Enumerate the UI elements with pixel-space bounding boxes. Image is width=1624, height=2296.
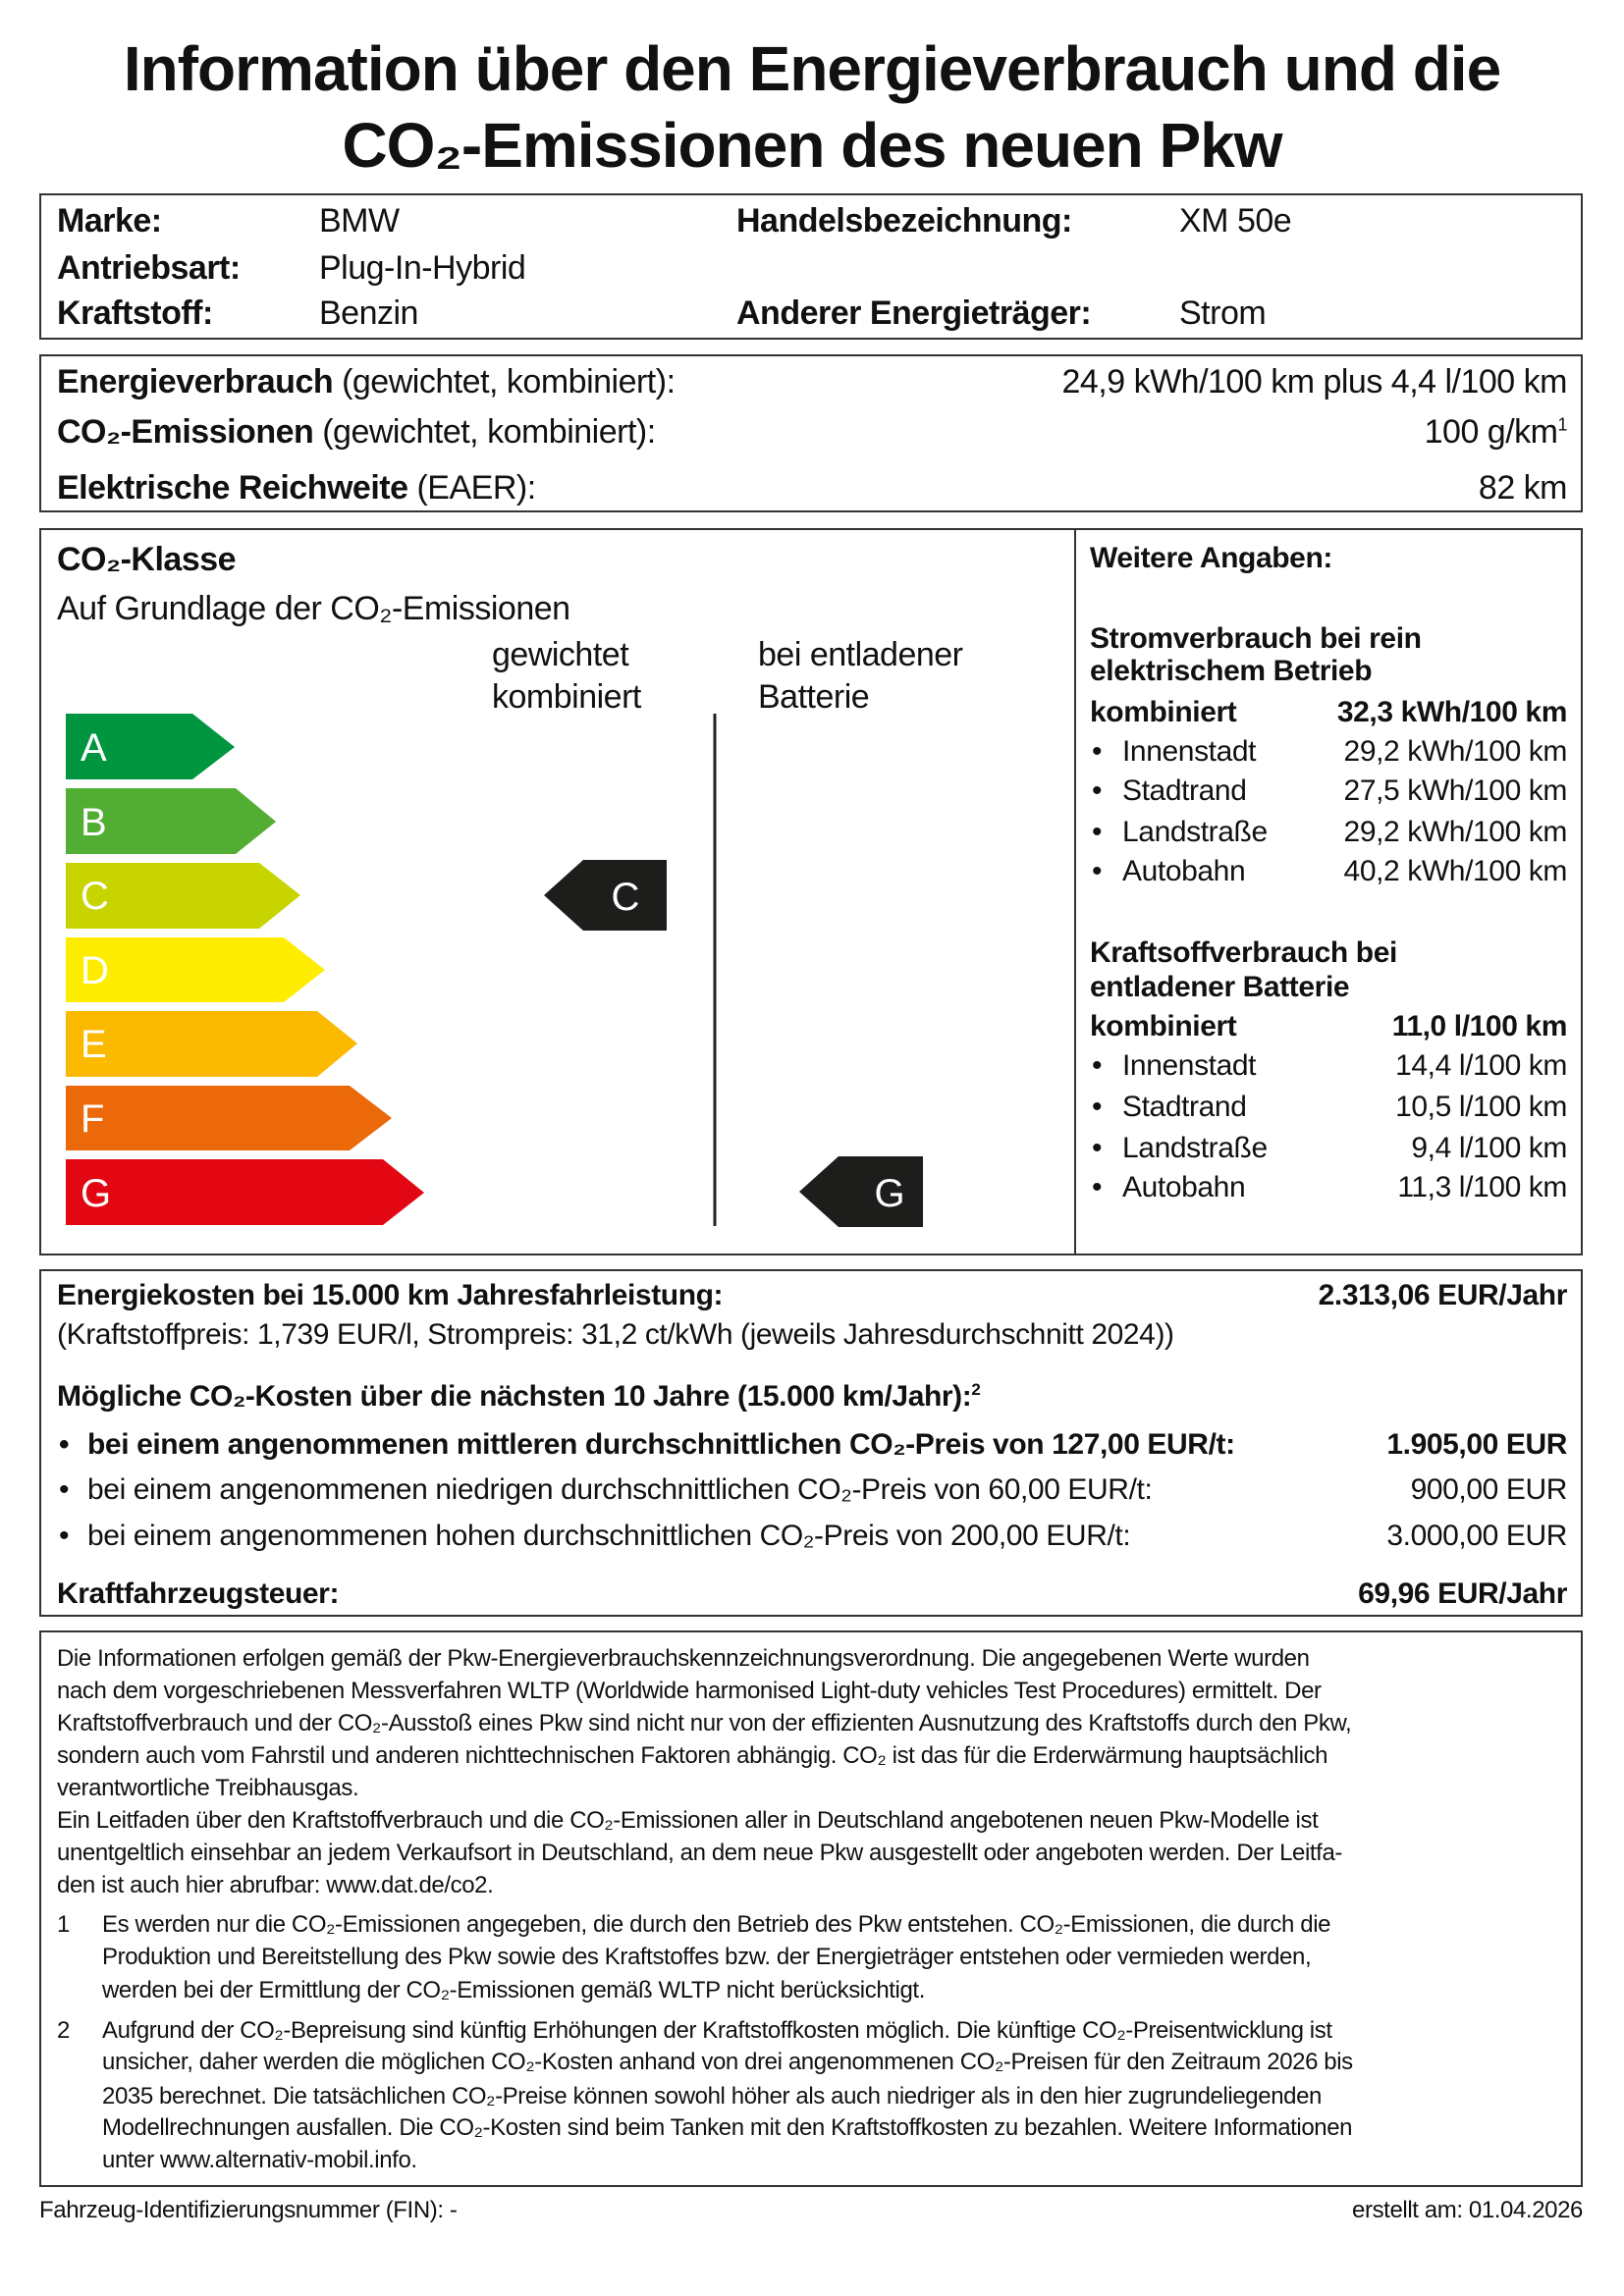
info-line: Ein Leitfaden über den Kraftstoffverbrauch und die CO₂-Emissionen aller in Deutschland angebotenen neuen Pkw-Modelle ist — [57, 1807, 1319, 1834]
kraftstoff-value: Benzin — [319, 294, 418, 332]
class-letter-a: A — [81, 726, 107, 770]
title-line-1: Information über den Energieverbrauch und die — [123, 33, 1501, 104]
energy-costs-note: (Kraftstoffpreis: 1,739 EUR/l, Strompreis: 31,2 ct/kWh (jeweils Jahresdurchschnitt 2024)) — [57, 1318, 1174, 1351]
info-line: verantwortliche Treibhausgas. — [57, 1775, 359, 1801]
weighted-class-letter: C — [611, 876, 640, 919]
electric-item-label: Stadtrand — [1122, 774, 1247, 807]
footnote-line: 2035 berechnet. Die tatsächlichen CO₂-Preise können sowohl höher als auch niedriger als in den hier zugrundeliegenden — [102, 2083, 1322, 2109]
range-label: Elektrische Reichweite — [57, 469, 408, 507]
fuel-item-label: Landstraße — [1122, 1132, 1268, 1164]
co2-costs-heading-wrap — [57, 1379, 980, 1415]
range-note: (EAER): — [407, 469, 536, 507]
electric-item-label: Landstraße — [1122, 816, 1268, 848]
info-line: Die Informationen erfolgen gemäß der Pkw-Energieverbrauchskennzeichnungsverordnung. Die angegebenen Werte wurden — [57, 1645, 1310, 1672]
co2-label: CO₂-Emissionen — [57, 413, 314, 451]
electric-heading-1: Stromverbrauch bei rein — [1090, 622, 1422, 655]
footnote-line: werden bei der Ermittlung der CO₂-Emissionen gemäß WLTP nicht berücksichtigt. — [102, 1977, 925, 2003]
scenario-label: bei einem angenommenen niedrigen durchschnittlichen CO₂-Preis von 60,00 EUR/t: — [87, 1473, 1153, 1506]
scenario-label: bei einem angenommenen hohen durchschnittlichen CO₂-Preis von 200,00 EUR/t: — [87, 1520, 1131, 1552]
col1-line1: gewichtet — [492, 636, 629, 673]
class-letter-b: B — [81, 801, 107, 844]
bullet-icon: • — [1092, 816, 1103, 848]
bullet-icon: • — [1092, 1171, 1103, 1203]
weighted-class-marker — [544, 860, 667, 931]
fin: Fahrzeug-Identifizierungsnummer (FIN): - — [39, 2197, 458, 2223]
bullet-icon: • — [59, 1520, 70, 1552]
class-bar-g — [66, 1159, 424, 1225]
antrieb-label: Antriebsart: — [57, 249, 241, 287]
marke-value: BMW — [319, 202, 400, 240]
title-line-2: CO₂-Emissionen des neuen Pkw — [342, 110, 1282, 181]
energy-costs-label: Energiekosten bei 15.000 km Jahresfahrleistung: — [57, 1279, 724, 1311]
fuel-item-label: Stadtrand — [1122, 1091, 1247, 1123]
fuel-item-value: 10,5 l/100 km — [1395, 1091, 1567, 1123]
class-letter-f: F — [81, 1097, 105, 1141]
info-line: nach dem vorgeschriebenen Messverfahren WLTP (Worldwide harmonised Light-duty vehicles Test Procedures) ermittelt. Der — [57, 1678, 1322, 1704]
fuel-heading-2: entladener Batterie — [1090, 971, 1350, 1003]
co2-footnote-ref: 1 — [1557, 414, 1567, 435]
electric-combined-label: kombiniert — [1090, 696, 1237, 728]
discharged-class-letter: G — [874, 1172, 905, 1215]
energy-note: (gewichtet, kombiniert): — [333, 363, 676, 400]
handel-label: Handelsbezeichnung: — [736, 202, 1072, 240]
footnote-line: Modellrechnungen ausfallen. Die CO₂-Kosten sind beim Tanken mit den Kraftstoffkosten zu bezahlen. Weitere Informationen — [102, 2114, 1353, 2141]
electric-item-value: 40,2 kWh/100 km — [1343, 855, 1567, 887]
footnote-line: Aufgrund der CO₂-Bepreisung sind künftig Erhöhungen der Kraftstoffkosten möglich. Die künftige CO₂-Preisentwicklung ist — [102, 2017, 1332, 2044]
energy-value: 24,9 kWh/100 km plus 4,4 l/100 km — [1061, 363, 1567, 400]
fuel-item-value: 11,3 l/100 km — [1397, 1171, 1567, 1203]
info-line: Kraftstoffverbrauch und der CO₂-Ausstoß eines Pkw sind nicht nur von der effizienten Ausnutzung des Kraftstoffs durch den Pkw, — [57, 1710, 1352, 1736]
bullet-icon: • — [1092, 1091, 1103, 1123]
bullet-icon: • — [1092, 774, 1103, 807]
co2-value: 100 g/km — [1424, 413, 1558, 451]
scenario-value: 1.905,00 EUR — [1386, 1428, 1567, 1461]
co2-class-subheading: Auf Grundlage der CO₂-Emissionen — [57, 590, 570, 627]
electric-item-value: 29,2 kWh/100 km — [1343, 735, 1567, 768]
col2-line1: bei entladener — [758, 636, 963, 673]
info-line: sondern auch vom Fahrstil und anderen nichttechnischen Faktoren abhängig. CO₂ ist das für die Erderwärmung hauptsächlich — [57, 1742, 1328, 1769]
footnote-line: unter www.alternativ-mobil.info. — [102, 2147, 417, 2173]
bullet-icon: • — [1092, 1132, 1103, 1164]
electric-combined-value: 32,3 kWh/100 km — [1336, 696, 1567, 728]
tax-value: 69,96 EUR/Jahr — [1358, 1577, 1567, 1610]
scenario-label: bei einem angenommenen mittleren durchschnittlichen CO₂-Preis von 127,00 EUR/t: — [87, 1428, 1235, 1461]
antrieb-value: Plug-In-Hybrid — [319, 249, 526, 287]
fuel-item-label: Autobahn — [1122, 1171, 1246, 1203]
info-line: den ist auch hier abrufbar: www.dat.de/co2. — [57, 1872, 494, 1898]
bullet-icon: • — [1092, 735, 1103, 768]
energy-costs-value: 2.313,06 EUR/Jahr — [1318, 1279, 1567, 1311]
tax-label: Kraftfahrzeugsteuer: — [57, 1577, 340, 1610]
class-bar-e — [66, 1011, 357, 1077]
footnote-line: Produktion und Bereitstellung des Pkw sowie des Kraftstoffes bzw. der Energieträger entstehen oder vermieden werden, — [102, 1944, 1312, 1970]
electric-heading-2: elektrischem Betrieb — [1090, 655, 1373, 687]
fuel-heading-1: Kraftsoffverbrauch bei — [1090, 936, 1397, 969]
marke-label: Marke: — [57, 202, 162, 240]
co2-note: (gewichtet, kombiniert): — [313, 413, 656, 451]
bullet-icon: • — [1092, 855, 1103, 887]
energie-value: Strom — [1179, 294, 1267, 332]
co2-costs-footnote-ref: 2 — [971, 1380, 981, 1399]
energie-label: Anderer Energieträger: — [736, 294, 1092, 332]
bullet-icon: • — [1092, 1049, 1103, 1082]
electric-item-label: Autobahn — [1122, 855, 1246, 887]
fuel-item-value: 14,4 l/100 km — [1395, 1049, 1567, 1082]
energy-label: Energieverbrauch — [57, 363, 334, 400]
electric-item-label: Innenstadt — [1122, 735, 1257, 768]
class-bar-f — [66, 1086, 392, 1150]
col1-line2: kombiniert — [492, 678, 641, 716]
handel-value: XM 50e — [1179, 202, 1292, 240]
scenario-value: 3.000,00 EUR — [1386, 1520, 1567, 1552]
kraftstoff-label: Kraftstoff: — [57, 294, 213, 332]
col2-line2: Batterie — [758, 678, 870, 716]
fuel-combined-label: kombiniert — [1090, 1010, 1237, 1042]
class-letter-g: G — [81, 1172, 112, 1215]
co2-class-heading: CO₂-Klasse — [57, 541, 237, 578]
fuel-combined-value: 11,0 l/100 km — [1391, 1010, 1567, 1042]
fuel-item-value: 9,4 l/100 km — [1411, 1132, 1567, 1164]
footnote-line: unsicher, daher werden die möglichen CO₂-Kosten anhand von drei angenommenen CO₂-Preisen für den Zeitraum 2026 bis — [102, 2049, 1353, 2075]
range-value: 82 km — [1478, 469, 1567, 507]
class-letter-d: D — [81, 949, 109, 992]
bullet-icon: • — [59, 1473, 70, 1506]
bullet-icon: • — [59, 1428, 70, 1461]
fuel-item-label: Innenstadt — [1122, 1049, 1257, 1082]
co2-costs-heading: Mögliche CO₂-Kosten über die nächsten 10 Jahre (15.000 km/Jahr): — [57, 1380, 972, 1413]
footnote-number: 2 — [57, 2017, 70, 2044]
class-letter-c: C — [81, 875, 109, 918]
class-letter-e: E — [81, 1023, 107, 1066]
scenario-value: 900,00 EUR — [1410, 1473, 1567, 1506]
electric-item-value: 27,5 kWh/100 km — [1343, 774, 1567, 807]
electric-item-value: 29,2 kWh/100 km — [1343, 816, 1567, 848]
further-heading: Weitere Angaben: — [1090, 542, 1332, 574]
footnote-line: Es werden nur die CO₂-Emissionen angegeben, die durch den Betrieb des Pkw entstehen. CO₂-Emissionen, die durch die — [102, 1911, 1331, 1938]
footnote-number: 1 — [57, 1911, 70, 1938]
info-line: unentgeltlich einsehbar an jedem Verkaufsort in Deutschland, an dem neue Pkw ausgestellt oder angeboten werden. Der Leitfa- — [57, 1840, 1342, 1866]
created-date: erstellt am: 01.04.2026 — [1352, 2197, 1583, 2223]
